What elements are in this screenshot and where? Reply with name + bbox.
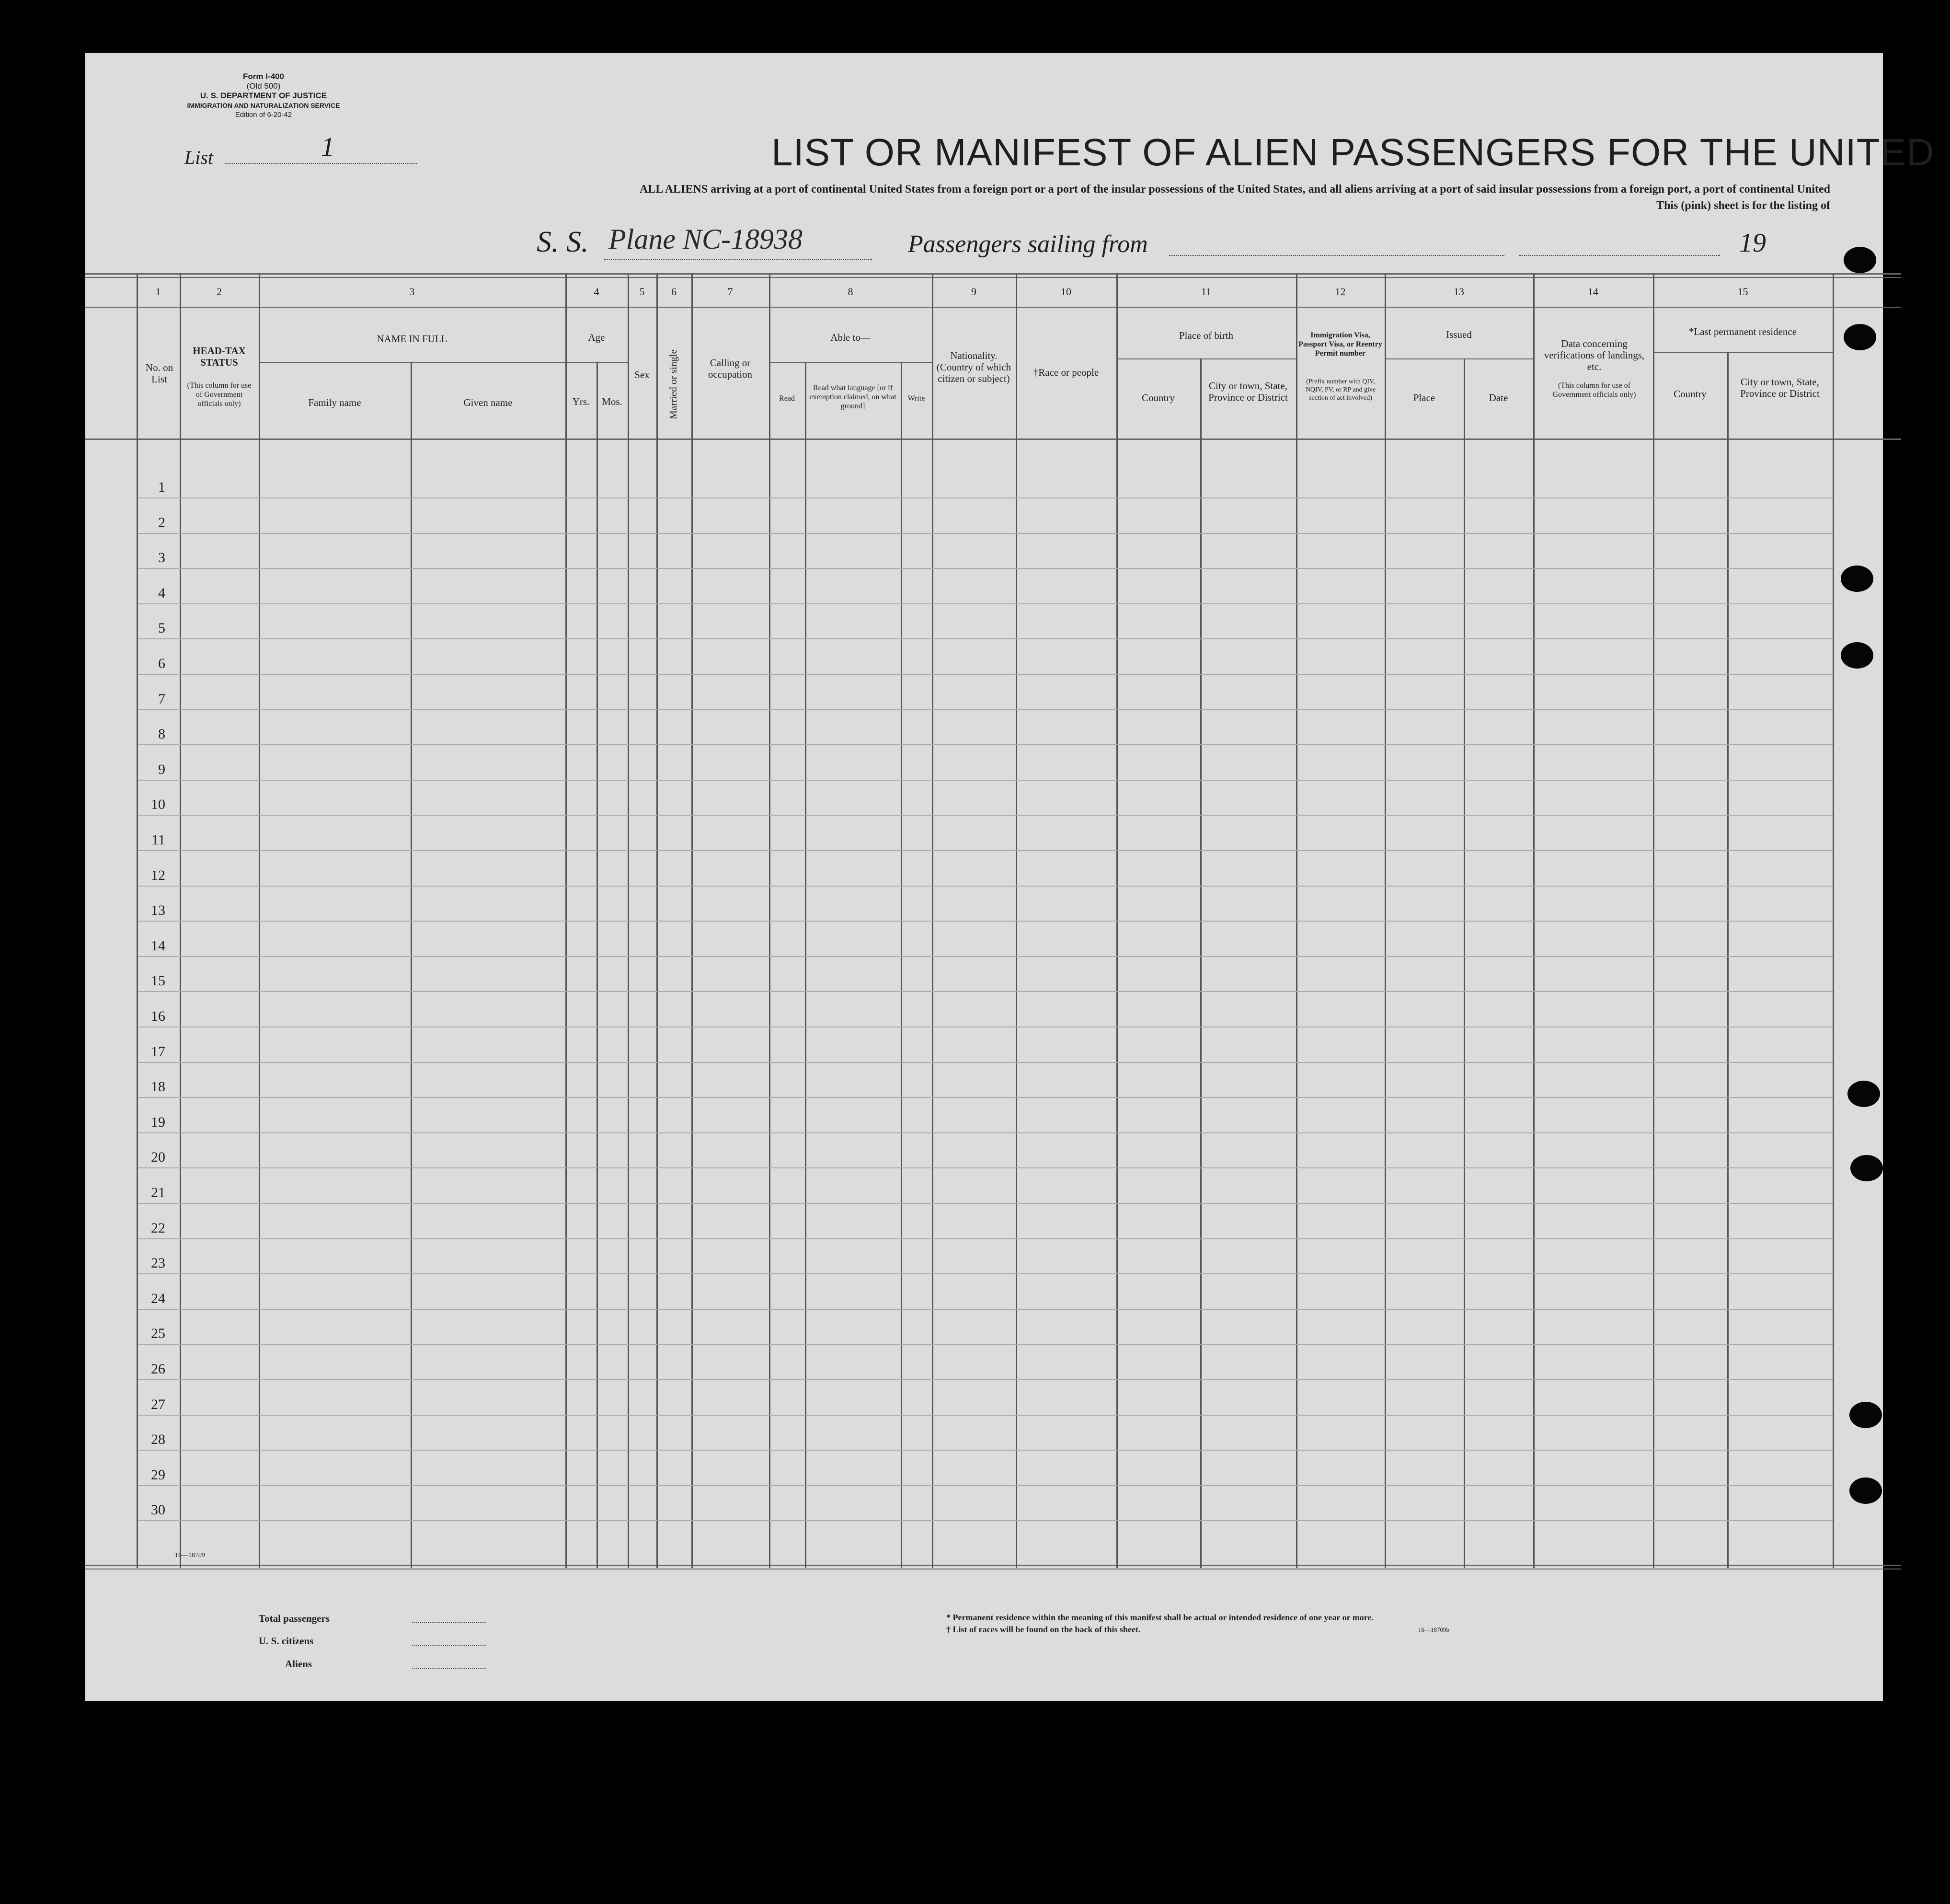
row-number: 15 bbox=[151, 973, 165, 989]
sailing-label: Passengers sailing from bbox=[908, 231, 1148, 258]
vline-16 bbox=[1200, 358, 1202, 1568]
row-number: 6 bbox=[158, 656, 165, 671]
form-service: IMMIGRATION AND NATURALIZATION SERVICE bbox=[187, 102, 340, 109]
colnum-9: 9 bbox=[971, 286, 976, 298]
form-old: (Old 500) bbox=[246, 81, 281, 91]
colnum-4: 4 bbox=[594, 286, 599, 298]
row-rule bbox=[138, 638, 1833, 639]
vline-23 bbox=[1833, 274, 1834, 1568]
colnum-15: 15 bbox=[1737, 286, 1748, 298]
us-citizens-label: U. S. citizens bbox=[259, 1635, 314, 1647]
row-rule bbox=[138, 1132, 1833, 1133]
page-title: LIST OR MANIFEST OF ALIEN PASSENGERS FOR THE UNITED bbox=[771, 131, 1935, 173]
row-number: 23 bbox=[151, 1255, 165, 1271]
birth-subrule bbox=[1116, 358, 1296, 359]
sailing-from-line bbox=[1169, 255, 1504, 256]
vline-22 bbox=[1727, 352, 1729, 1568]
header-residence-country: Country bbox=[1674, 388, 1707, 400]
print-code-left: 16—18709 bbox=[175, 1552, 205, 1559]
header-visa: Immigration Visa, Passport Visa, or Reentry Permit number bbox=[1298, 331, 1382, 358]
colnum-8: 8 bbox=[848, 286, 853, 298]
row-number: 16 bbox=[151, 1008, 165, 1024]
colnum-2: 2 bbox=[217, 286, 222, 298]
row-number: 1 bbox=[158, 479, 165, 495]
list-line bbox=[225, 163, 417, 164]
sailing-date-line bbox=[1519, 255, 1720, 256]
form-department: U. S. DEPARTMENT OF JUSTICE bbox=[200, 91, 327, 100]
header-nationality: Nationality. (Country of which citizen or subject) bbox=[936, 350, 1011, 384]
header-data-landings: Data concerning verifications of landings, etc. bbox=[1544, 338, 1645, 372]
header-no-on-list: No. on List bbox=[145, 362, 173, 385]
total-passengers-label: Total passengers bbox=[259, 1613, 330, 1624]
punch-hole bbox=[1844, 247, 1876, 273]
row-rule bbox=[138, 1344, 1833, 1345]
list-value: 1 bbox=[321, 132, 334, 162]
form-edition: Edition of 6-20-42 bbox=[235, 111, 292, 119]
row-number: 10 bbox=[151, 796, 165, 813]
row-number: 12 bbox=[151, 867, 165, 883]
row-number: 29 bbox=[151, 1466, 165, 1483]
row-number: 2 bbox=[158, 514, 165, 531]
row-number: 18 bbox=[151, 1079, 165, 1095]
punch-hole bbox=[1847, 1081, 1880, 1107]
table-top-rule-2 bbox=[85, 277, 1901, 278]
header-issued-place: Place bbox=[1413, 392, 1435, 404]
header-given-name: Given name bbox=[463, 397, 513, 408]
vessel-line bbox=[604, 259, 872, 260]
header-issued-date: Date bbox=[1489, 392, 1508, 404]
header-mos: Mos. bbox=[602, 396, 622, 407]
row-rule bbox=[138, 744, 1833, 745]
row-number: 27 bbox=[151, 1396, 165, 1412]
row-rule bbox=[138, 1379, 1833, 1380]
header-age: Age bbox=[588, 332, 605, 343]
punch-hole bbox=[1849, 1477, 1882, 1504]
row-rule bbox=[138, 1062, 1833, 1063]
row-number: 25 bbox=[151, 1326, 165, 1342]
row-number: 22 bbox=[151, 1220, 165, 1236]
header-residence-city: City or town, State, Province or District bbox=[1740, 376, 1820, 399]
header-birth-city: City or town, State, Province or District bbox=[1208, 380, 1288, 403]
header-read: Read bbox=[779, 394, 795, 403]
row-number: 17 bbox=[151, 1043, 165, 1060]
punch-hole bbox=[1841, 642, 1873, 669]
form-id-block bbox=[158, 72, 369, 120]
row-rule bbox=[138, 1450, 1833, 1451]
row-rule bbox=[138, 921, 1833, 922]
row-number: 20 bbox=[151, 1149, 165, 1165]
row-rule bbox=[138, 1097, 1833, 1098]
header-place-of-birth: Place of birth bbox=[1179, 330, 1234, 341]
vline-11 bbox=[805, 362, 806, 1568]
subtitle-line-1: ALL ALIENS arriving at a port of continental United States from a foreign port or a port of the insular possessions of the United States, and all aliens arriving at a port of said insular possessions from a foreign port, a port of continental United bbox=[640, 183, 1830, 196]
row-rule bbox=[138, 1238, 1833, 1239]
row-rule bbox=[138, 956, 1833, 957]
us-citizens-line bbox=[412, 1645, 486, 1646]
row-rule bbox=[138, 1273, 1833, 1274]
row-rule bbox=[138, 1415, 1833, 1416]
issued-subrule bbox=[1385, 358, 1533, 359]
vline-6 bbox=[596, 362, 598, 1568]
punch-hole bbox=[1849, 1402, 1882, 1428]
header-data-landings-note: (This column for use of Government officials only) bbox=[1552, 381, 1636, 399]
row-rule bbox=[138, 568, 1833, 569]
header-calling: Calling or occupation bbox=[708, 357, 753, 380]
row-number: 14 bbox=[151, 937, 165, 954]
footnote-permanent: * Permanent residence within the meaning of this manifest shall be actual or intended residence of one year or more. bbox=[946, 1613, 1374, 1622]
colnum-13: 13 bbox=[1454, 286, 1464, 298]
able-subrule bbox=[769, 362, 932, 363]
row-number: 8 bbox=[158, 726, 165, 742]
row-rule bbox=[138, 1167, 1833, 1168]
year-prefix: 19 bbox=[1739, 228, 1766, 258]
colnum-rule bbox=[85, 307, 1901, 308]
name-subrule bbox=[259, 362, 565, 363]
header-bottom-rule bbox=[85, 438, 1901, 440]
row-rule bbox=[138, 533, 1833, 534]
punch-hole bbox=[1850, 1155, 1883, 1181]
header-name-in-full: NAME IN FULL bbox=[377, 333, 447, 345]
header-sex: Sex bbox=[634, 369, 650, 381]
row-number: 28 bbox=[151, 1431, 165, 1448]
header-last-residence: *Last permanent residence bbox=[1688, 326, 1797, 337]
row-rule bbox=[138, 1309, 1833, 1310]
vessel-name: Plane NC-18938 bbox=[608, 223, 803, 255]
colnum-7: 7 bbox=[727, 286, 733, 298]
row-rule bbox=[138, 991, 1833, 992]
aliens-line bbox=[412, 1668, 486, 1669]
row-rule bbox=[138, 1203, 1833, 1204]
row-number: 19 bbox=[151, 1114, 165, 1130]
footnote-races: † List of races will be found on the back of this sheet. bbox=[946, 1625, 1141, 1634]
table-bottom-rule bbox=[85, 1565, 1901, 1566]
table-top-rule bbox=[85, 273, 1901, 275]
row-rule bbox=[138, 780, 1833, 781]
header-able-to: Able to— bbox=[830, 332, 871, 343]
row-rule bbox=[138, 497, 1833, 498]
colnum-5: 5 bbox=[639, 286, 645, 298]
manifest-sheet bbox=[85, 53, 1906, 1701]
torn-edge bbox=[1883, 53, 1921, 1701]
colnum-10: 10 bbox=[1061, 286, 1071, 298]
punch-hole bbox=[1841, 565, 1873, 592]
header-head-tax-note: (This column for use of Government officials only) bbox=[187, 381, 252, 408]
header-head-tax: HEAD-TAX STATUS bbox=[193, 345, 246, 368]
vline-4 bbox=[411, 362, 412, 1568]
form-number: Form I-400 bbox=[243, 72, 284, 81]
row-number: 7 bbox=[158, 691, 165, 707]
header-married: Married or single bbox=[667, 349, 679, 419]
vline-19 bbox=[1464, 358, 1465, 1568]
row-rule bbox=[138, 850, 1833, 851]
colnum-11: 11 bbox=[1201, 286, 1212, 298]
row-number: 4 bbox=[158, 585, 165, 601]
colnum-3: 3 bbox=[409, 286, 415, 298]
row-rule bbox=[138, 603, 1833, 604]
punch-hole bbox=[1844, 324, 1876, 350]
colnum-14: 14 bbox=[1588, 286, 1598, 298]
header-write: Write bbox=[907, 394, 925, 403]
row-number: 26 bbox=[151, 1361, 165, 1377]
colnum-6: 6 bbox=[671, 286, 677, 298]
header-family-name: Family name bbox=[308, 397, 361, 408]
header-birth-country: Country bbox=[1142, 392, 1175, 404]
row-rule bbox=[138, 674, 1833, 675]
residence-subrule bbox=[1653, 352, 1833, 353]
row-rule bbox=[138, 1520, 1833, 1521]
row-number: 24 bbox=[151, 1290, 165, 1306]
header-yrs: Yrs. bbox=[572, 396, 590, 407]
header-race: †Race or people bbox=[1033, 367, 1099, 378]
row-rule bbox=[138, 815, 1833, 816]
row-rule bbox=[138, 1485, 1833, 1486]
print-code-right: 16—18709b bbox=[1418, 1626, 1449, 1633]
header-read-language: Read what language [or if exemption claimed, on what ground] bbox=[809, 384, 896, 410]
vline-12 bbox=[901, 362, 902, 1568]
row-number: 5 bbox=[158, 620, 165, 636]
row-rule bbox=[138, 709, 1833, 710]
row-number: 21 bbox=[151, 1185, 165, 1200]
row-number: 9 bbox=[158, 761, 165, 777]
subtitle-line-2: This (pink) sheet is for the listing of bbox=[1656, 199, 1830, 212]
colnum-12: 12 bbox=[1335, 286, 1346, 298]
row-number: 3 bbox=[158, 550, 165, 566]
row-number: 13 bbox=[151, 902, 165, 919]
vessel-prefix: S. S. bbox=[537, 226, 589, 258]
row-number: 11 bbox=[151, 832, 165, 848]
row-rule bbox=[138, 886, 1833, 887]
header-visa-note: (Prefix number with QIV, NQIV, PV, or RP and give section of act involved) bbox=[1305, 378, 1376, 402]
list-label: List bbox=[184, 147, 214, 168]
aliens-label: Aliens bbox=[285, 1658, 312, 1670]
header-issued: Issued bbox=[1446, 329, 1472, 340]
colnum-1: 1 bbox=[155, 286, 161, 298]
row-number: 30 bbox=[151, 1502, 165, 1518]
total-passengers-line bbox=[412, 1622, 486, 1623]
